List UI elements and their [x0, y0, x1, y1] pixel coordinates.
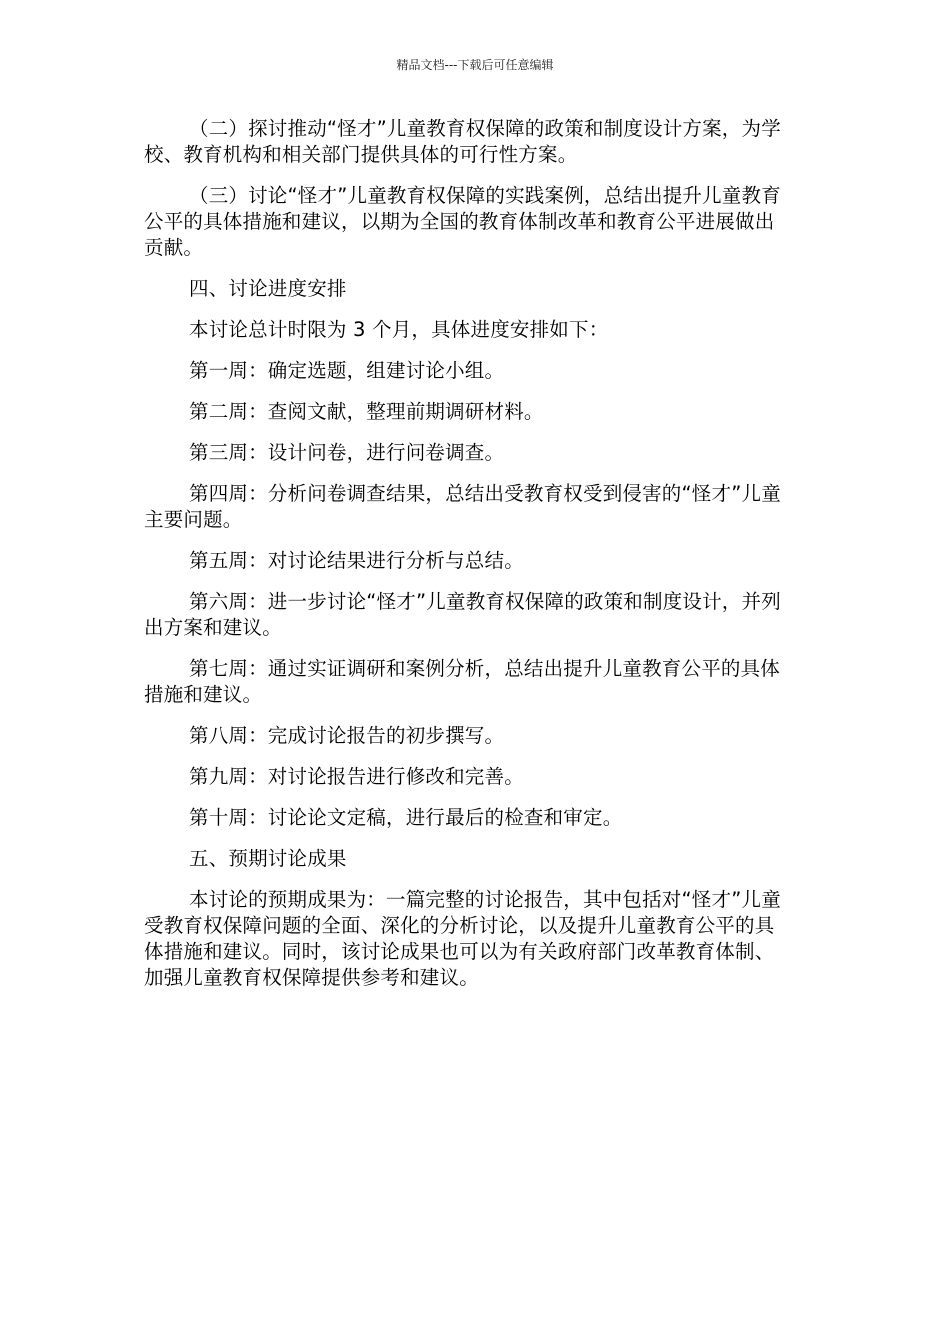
section-heading-schedule: 四、讨论进度安排	[189, 277, 347, 300]
schedule-week-7: 第七周：通过实证调研和案例分析，总结出提升儿童教育公平的具体措施和建议。	[144, 657, 781, 706]
schedule-week-10: 第十周：讨论论文定稿，进行最后的检查和审定。	[189, 806, 623, 829]
schedule-week-1: 第一周：确定选题，组建讨论小组。	[189, 359, 505, 382]
paragraph-expected-results: 本讨论的预期成果为：一篇完整的讨论报告，其中包括对“怪才”儿童受教育权保障问题的全面、深化的分析讨论，以及提升儿童教育公平的具体措施和建议。同时，该讨论成果也可以为有关政府部门改革教育体制、加强儿童教育权保障提供参考和建议。	[144, 888, 781, 989]
schedule-week-3: 第三周：设计问卷，进行问卷调查。	[189, 441, 505, 464]
schedule-week-8: 第八周：完成讨论报告的初步撰写。	[189, 724, 505, 747]
schedule-week-5: 第五周：对讨论结果进行分析与总结。	[189, 549, 524, 572]
paragraph-practice-cases: （三）讨论“怪才”儿童教育权保障的实践案例，总结出提升儿童教育公平的具体措施和建议，以期为全国的教育体制改革和教育公平进展做出贡献。	[144, 184, 781, 259]
page-header: 精品文档---下载后可任意编辑	[396, 58, 554, 72]
schedule-week-4: 第四周：分析问卷调查结果，总结出受教育权受到侵害的“怪才”儿童主要问题。	[144, 482, 781, 531]
document-body	[144, 116, 790, 1006]
schedule-week-6: 第六周：进一步讨论“怪才”儿童教育权保障的政策和制度设计，并列出方案和建议。	[144, 590, 781, 639]
paragraph-schedule-intro: 本讨论总计时限为 3 个月，具体进度安排如下：	[189, 318, 609, 341]
paragraph-policy-design: （二）探讨推动“怪才”儿童教育权保障的政策和制度设计方案，为学校、教育机构和相关部门提供具体的可行性方案。	[144, 117, 781, 166]
schedule-week-9: 第九周：对讨论报告进行修改和完善。	[189, 765, 524, 788]
section-heading-expected-results: 五、预期讨论成果	[189, 847, 347, 870]
schedule-week-2: 第二周：查阅文献，整理前期调研材料。	[189, 400, 544, 423]
